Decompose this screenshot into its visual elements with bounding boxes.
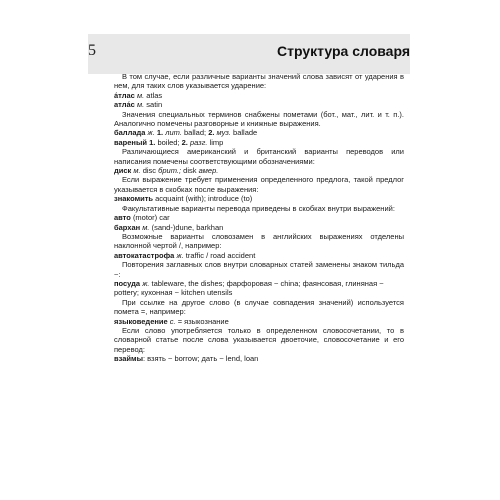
paragraph: Если выражение требует применения определенного предлога, такой предлог указывается в скобках после выражения:: [114, 175, 404, 194]
translation: tableware, the dishes; фарфоровая ~ china; фаянсовая, глиняная ~ pottery; кухонная ~ kitchen utensils: [114, 278, 384, 298]
translation: disk: [183, 166, 197, 176]
dictionary-entry: [114, 251, 404, 260]
dictionary-entry: [114, 166, 404, 175]
translation: limp: [209, 137, 224, 147]
section-title: Структура словаря: [277, 43, 410, 59]
headword: вареный: [114, 137, 147, 147]
headword: бархан: [114, 222, 141, 232]
headword: посуда: [114, 278, 141, 288]
translation: ballad;: [183, 128, 207, 138]
usage-label: брит.;: [158, 166, 182, 176]
usage-label: разг.: [190, 137, 208, 147]
page-number: 5: [88, 42, 96, 59]
translation: boiled;: [157, 137, 180, 147]
grammar-label: ж.: [142, 278, 150, 288]
headword: атла́с: [114, 100, 135, 110]
dictionary-entry: [114, 223, 404, 232]
grammar-label: м.: [142, 222, 150, 232]
grammar-label: м.: [133, 166, 141, 176]
paragraph: В том случае, если различные варианты значений слова зависят от ударения в нем, для таких слов указывается ударение:: [114, 72, 404, 91]
translation: : взять ~ borrow; дать ~ lend, loan: [142, 354, 259, 364]
grammar-label: м.: [136, 100, 145, 110]
headword: авто: [114, 213, 131, 223]
sense-number: 2.: [181, 137, 188, 147]
translation: satin: [146, 100, 163, 110]
page-header: [88, 34, 410, 74]
paragraph: Повторения заглавных слов внутри словарных статей заменены знаком тильда ~:: [114, 260, 404, 279]
translation: = языкознание: [177, 316, 229, 326]
translation: traffic / road accident: [185, 250, 256, 260]
usage-label: амер.: [198, 166, 219, 176]
grammar-label: ж.: [147, 128, 155, 138]
paragraph: Возможные варианты словозамен в английских выражениях отделены наклонной чертой /, например:: [114, 231, 404, 251]
dictionary-entry: [114, 91, 404, 100]
translation: disc: [142, 166, 157, 176]
headword: а́тлас: [114, 90, 135, 100]
headword: автокатастрофа: [114, 250, 175, 260]
paragraph: Различающиеся американский и британский варианты переводов или написания помечены соответствующими обозначениями:: [114, 147, 404, 166]
usage-label: лит.: [165, 128, 182, 138]
dictionary-entry: [114, 317, 404, 326]
grammar-label: м.: [136, 90, 145, 100]
headword: языковедение: [114, 316, 168, 326]
headword: взаймы: [114, 354, 143, 364]
translation: atlas: [146, 90, 163, 100]
translation: (sand-)dune, barkhan: [151, 222, 224, 232]
dictionary-entry: [114, 128, 404, 137]
page-content: [114, 72, 404, 364]
paragraph: При ссылке на другое слово (в случае совпадения значений) используется помета =, например:: [114, 297, 404, 317]
headword: диск: [114, 166, 132, 176]
paragraph: Если слово употребляется только в определенном словосочетании, то в словарной статье после слова указывается двоеточие, словосочетание и его перевод:: [114, 325, 404, 354]
sense-number: 1.: [156, 128, 164, 138]
grammar-label: ж.: [176, 250, 184, 260]
paragraph: Значения специальных терминов снабжены пометами (бот., мат., лит. и т. п.). Аналогично помечены разговорные и книжные выражения.: [114, 109, 404, 129]
dictionary-entry: [114, 194, 404, 203]
sense-number: 2.: [208, 128, 215, 138]
translation: ballade: [233, 128, 258, 138]
headword: знакомить: [114, 194, 154, 204]
headword: баллада: [114, 128, 146, 138]
translation: acquaint (with); introduce (to): [155, 194, 253, 204]
translation: (motor) car: [132, 213, 170, 223]
dictionary-entry: [114, 279, 404, 298]
paragraph: Факультативные варианты перевода приведены в скобках внутри выражений:: [122, 203, 395, 213]
sense-number: 1.: [149, 137, 156, 147]
dictionary-entry: [114, 354, 404, 363]
usage-label: муз.: [216, 128, 231, 138]
dictionary-entry: [114, 138, 404, 147]
dictionary-entry: [114, 100, 404, 109]
grammar-label: с.: [169, 316, 176, 326]
dictionary-entry: [114, 213, 404, 222]
